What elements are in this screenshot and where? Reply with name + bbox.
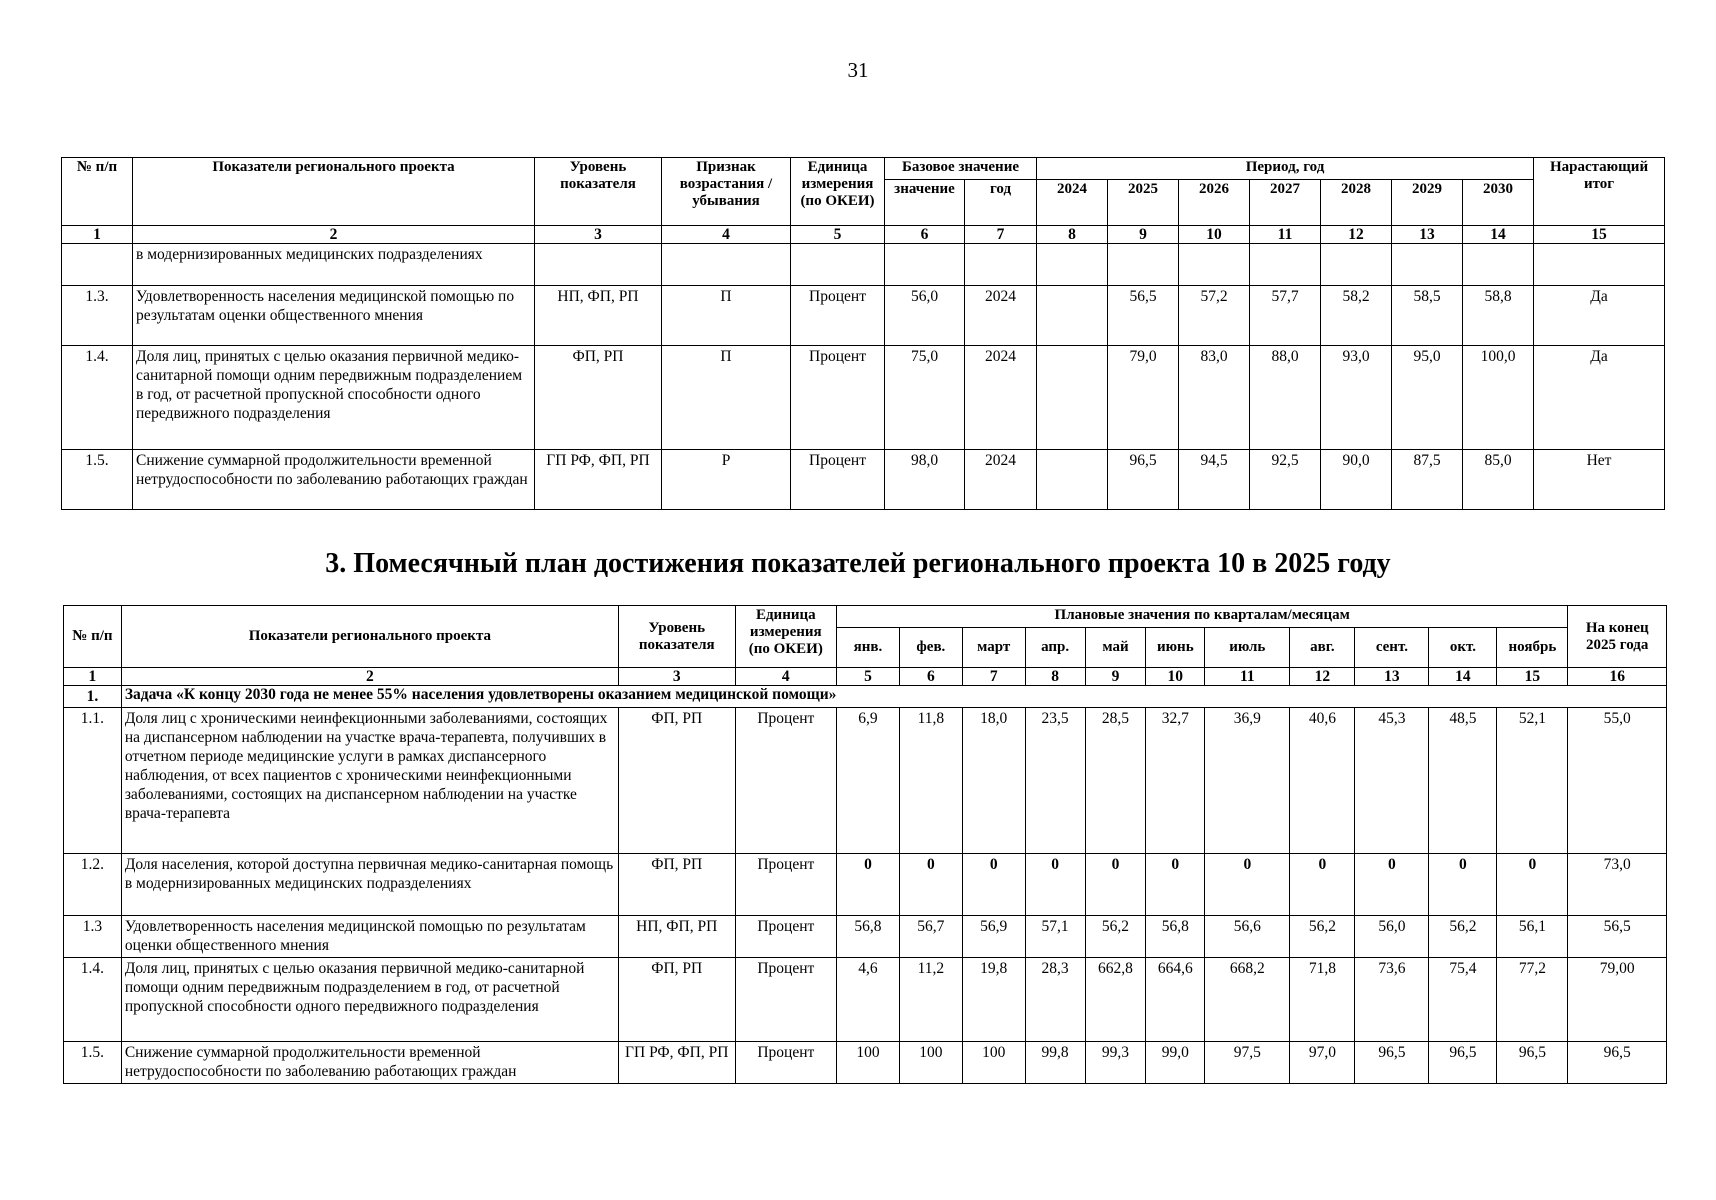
col-number: 13 xyxy=(1355,668,1429,686)
col-number: 10 xyxy=(1146,668,1205,686)
table-row xyxy=(64,854,1667,916)
task-text: Задача «К концу 2030 года не менее 55% населения удовлетворены оказанием медицинской помощи» xyxy=(121,686,1666,708)
row-num: 1.3 xyxy=(64,916,122,958)
row-value: 56,8 xyxy=(1146,916,1205,958)
row-value: 92,5 xyxy=(1250,450,1321,510)
header-unit: Единица измерения (по ОКЕИ) xyxy=(791,158,885,226)
col-number: 7 xyxy=(965,226,1037,244)
col-number: 1 xyxy=(62,226,133,244)
row-base-year: 2024 xyxy=(965,286,1037,346)
col-number: 15 xyxy=(1534,226,1665,244)
row-level: ФП, РП xyxy=(535,346,662,450)
row-value: 93,0 xyxy=(1321,346,1392,450)
col-number: 4 xyxy=(662,226,791,244)
row-year-end: 73,0 xyxy=(1568,854,1667,916)
row-year-end: 79,00 xyxy=(1568,958,1667,1042)
col-number: 10 xyxy=(1179,226,1250,244)
row-name: Удовлетворенность населения медицинской помощью по результатам оценки общественного мнения xyxy=(133,286,535,346)
row-value: 45,3 xyxy=(1355,708,1429,854)
header-year: 2029 xyxy=(1392,180,1463,226)
header-month: май xyxy=(1085,628,1146,668)
header-month: июль xyxy=(1205,628,1290,668)
col-number: 3 xyxy=(618,668,735,686)
row-sign: П xyxy=(662,286,791,346)
row-value: 19,8 xyxy=(962,958,1025,1042)
row-value: 56,2 xyxy=(1429,916,1497,958)
row-value: 99,8 xyxy=(1025,1042,1085,1084)
row-base-year: 2024 xyxy=(965,450,1037,510)
header-indicators: Показатели регионального проекта xyxy=(133,158,535,226)
row-value: 0 xyxy=(1290,854,1355,916)
row-value: 56,2 xyxy=(1085,916,1146,958)
row-name: Доля населения, которой доступна первичная медико-санитарная помощь в модернизированных медицинских подразделениях xyxy=(121,854,618,916)
col-number: 13 xyxy=(1392,226,1463,244)
header-month: окт. xyxy=(1429,628,1497,668)
row-base-value: 75,0 xyxy=(885,346,965,450)
row-value: 75,4 xyxy=(1429,958,1497,1042)
continuation-text: в модернизированных медицинских подразделениях xyxy=(133,244,535,286)
row-value: 0 xyxy=(1355,854,1429,916)
header-base: Базовое значение xyxy=(885,158,1037,180)
row-num: 1.3. xyxy=(62,286,133,346)
row-value: 0 xyxy=(1429,854,1497,916)
row-level: ФП, РП xyxy=(618,708,735,854)
header-year: 2024 xyxy=(1037,180,1108,226)
row-value: 0 xyxy=(899,854,962,916)
row-value: 97,0 xyxy=(1290,1042,1355,1084)
row-unit: Процент xyxy=(791,450,885,510)
header-num: № п/п xyxy=(64,606,122,668)
row-value: 88,0 xyxy=(1250,346,1321,450)
row-value: 57,1 xyxy=(1025,916,1085,958)
row-level: НП, ФП, РП xyxy=(535,286,662,346)
header-year: 2028 xyxy=(1321,180,1392,226)
row-value: 56,0 xyxy=(1355,916,1429,958)
header-year: 2030 xyxy=(1463,180,1534,226)
header-sign: Признак возрастания / убывания xyxy=(662,158,791,226)
col-number: 9 xyxy=(1108,226,1179,244)
row-value: 56,7 xyxy=(899,916,962,958)
header-indicators: Показатели регионального проекта xyxy=(121,606,618,668)
row-value: 28,3 xyxy=(1025,958,1085,1042)
row-year-end: 55,0 xyxy=(1568,708,1667,854)
row-value: 4,6 xyxy=(837,958,900,1042)
col-number: 6 xyxy=(899,668,962,686)
row-value: 23,5 xyxy=(1025,708,1085,854)
col-number: 4 xyxy=(735,668,836,686)
row-value: 662,8 xyxy=(1085,958,1146,1042)
col-number: 6 xyxy=(885,226,965,244)
row-value: 100 xyxy=(962,1042,1025,1084)
row-year-end: 56,5 xyxy=(1568,916,1667,958)
header-period: Период, год xyxy=(1037,158,1534,180)
header-month: янв. xyxy=(837,628,900,668)
row-value: 56,9 xyxy=(962,916,1025,958)
row-value: 56,5 xyxy=(1108,286,1179,346)
row-base-value: 98,0 xyxy=(885,450,965,510)
monthly-plan-table xyxy=(63,605,1667,1084)
row-level: ГП РФ, ФП, РП xyxy=(535,450,662,510)
table-row xyxy=(62,450,1665,510)
col-number: 2 xyxy=(133,226,535,244)
col-number: 12 xyxy=(1290,668,1355,686)
header-base-value: значение xyxy=(885,180,965,226)
row-value: 56,2 xyxy=(1290,916,1355,958)
header-year-end: На конец 2025 года xyxy=(1568,606,1667,668)
row-value: 99,3 xyxy=(1085,1042,1146,1084)
row-unit: Процент xyxy=(735,854,836,916)
row-value: 73,6 xyxy=(1355,958,1429,1042)
row-num: 1.5. xyxy=(62,450,133,510)
row-value: 58,8 xyxy=(1463,286,1534,346)
col-number: 8 xyxy=(1037,226,1108,244)
row-sign: Р xyxy=(662,450,791,510)
row-value: 100 xyxy=(837,1042,900,1084)
col-number: 3 xyxy=(535,226,662,244)
header-month: сент. xyxy=(1355,628,1429,668)
page-number: 31 xyxy=(847,58,869,82)
row-cumulative: Да xyxy=(1534,346,1665,450)
header-cumulative: Нарастающий итог xyxy=(1534,158,1665,226)
header-year: 2025 xyxy=(1108,180,1179,226)
row-unit: Процент xyxy=(735,916,836,958)
row-value: 0 xyxy=(1205,854,1290,916)
row-level: НП, ФП, РП xyxy=(618,916,735,958)
row-value: 77,2 xyxy=(1497,958,1568,1042)
col-number: 15 xyxy=(1497,668,1568,686)
row-unit: Процент xyxy=(735,708,836,854)
row-value: 0 xyxy=(1497,854,1568,916)
row-num: 1.5. xyxy=(64,1042,122,1084)
row-value: 0 xyxy=(1085,854,1146,916)
row-value: 83,0 xyxy=(1179,346,1250,450)
header-level: Уровень показателя xyxy=(535,158,662,226)
table-row xyxy=(62,286,1665,346)
table-row xyxy=(62,244,1665,286)
row-value: 58,2 xyxy=(1321,286,1392,346)
table-row xyxy=(64,958,1667,1042)
row-value: 96,5 xyxy=(1355,1042,1429,1084)
row-value: 0 xyxy=(1146,854,1205,916)
row-value: 90,0 xyxy=(1321,450,1392,510)
row-base-year: 2024 xyxy=(965,346,1037,450)
row-value: 6,9 xyxy=(837,708,900,854)
row-cumulative: Да xyxy=(1534,286,1665,346)
header-num: № п/п xyxy=(62,158,133,226)
row-unit: Процент xyxy=(791,346,885,450)
task-row xyxy=(64,686,1667,708)
header-month: март xyxy=(962,628,1025,668)
col-number: 9 xyxy=(1085,668,1146,686)
row-unit: Процент xyxy=(735,958,836,1042)
row-level: ФП, РП xyxy=(618,854,735,916)
header-year: 2027 xyxy=(1250,180,1321,226)
col-number: 16 xyxy=(1568,668,1667,686)
header-month: авг. xyxy=(1290,628,1355,668)
row-name: Снижение суммарной продолжительности временной нетрудоспособности по заболеванию работающих граждан xyxy=(121,1042,618,1084)
row-value: 668,2 xyxy=(1205,958,1290,1042)
row-num: 1.2. xyxy=(64,854,122,916)
row-value: 32,7 xyxy=(1146,708,1205,854)
table-row xyxy=(62,346,1665,450)
row-value: 0 xyxy=(962,854,1025,916)
table-row xyxy=(64,916,1667,958)
row-value: 48,5 xyxy=(1429,708,1497,854)
col-number: 5 xyxy=(837,668,900,686)
row-value xyxy=(1037,346,1108,450)
row-value: 95,0 xyxy=(1392,346,1463,450)
header-base-year: год xyxy=(965,180,1037,226)
row-base-value: 56,0 xyxy=(885,286,965,346)
table-row xyxy=(64,1042,1667,1084)
row-num: 1.1. xyxy=(64,708,122,854)
row-value: 52,1 xyxy=(1497,708,1568,854)
row-name: Удовлетворенность населения медицинской помощью по результатам оценки общественного мнения xyxy=(121,916,618,958)
row-num: 1.4. xyxy=(62,346,133,450)
header-planned: Плановые значения по кварталам/месяцам xyxy=(837,606,1568,628)
row-value: 87,5 xyxy=(1392,450,1463,510)
indicators-table xyxy=(61,157,1665,510)
header-level: Уровень показателя xyxy=(618,606,735,668)
row-value: 28,5 xyxy=(1085,708,1146,854)
section-title: 3. Помесячный план достижения показателей регионального проекта 10 в 2025 году xyxy=(325,548,1391,579)
row-value: 58,5 xyxy=(1392,286,1463,346)
col-number: 2 xyxy=(121,668,618,686)
header-month: ноябрь xyxy=(1497,628,1568,668)
row-value xyxy=(1037,450,1108,510)
col-number: 8 xyxy=(1025,668,1085,686)
row-value: 97,5 xyxy=(1205,1042,1290,1084)
row-value: 100 xyxy=(899,1042,962,1084)
row-value: 96,5 xyxy=(1429,1042,1497,1084)
row-value: 56,8 xyxy=(837,916,900,958)
row-value: 36,9 xyxy=(1205,708,1290,854)
row-unit: Процент xyxy=(791,286,885,346)
row-name: Доля лиц, принятых с целью оказания первичной медико-санитарной помощи одним передвижным подразделением в год, от расчетной пропускной способности одного передвижного подразделения xyxy=(121,958,618,1042)
row-level: ГП РФ, ФП, РП xyxy=(618,1042,735,1084)
col-number: 1 xyxy=(64,668,122,686)
row-value: 11,2 xyxy=(899,958,962,1042)
row-value xyxy=(1037,286,1108,346)
col-number: 12 xyxy=(1321,226,1392,244)
row-unit: Процент xyxy=(735,1042,836,1084)
col-number: 14 xyxy=(1429,668,1497,686)
row-value: 11,8 xyxy=(899,708,962,854)
col-number: 7 xyxy=(962,668,1025,686)
row-name: Снижение суммарной продолжительности временной нетрудоспособности по заболеванию работающих граждан xyxy=(133,450,535,510)
row-value: 99,0 xyxy=(1146,1042,1205,1084)
row-value: 100,0 xyxy=(1463,346,1534,450)
col-number: 11 xyxy=(1250,226,1321,244)
row-level: ФП, РП xyxy=(618,958,735,1042)
header-year: 2026 xyxy=(1179,180,1250,226)
table-row xyxy=(64,708,1667,854)
row-cumulative: Нет xyxy=(1534,450,1665,510)
header-month: фев. xyxy=(899,628,962,668)
row-value: 79,0 xyxy=(1108,346,1179,450)
task-num: 1. xyxy=(64,686,122,708)
row-num: 1.4. xyxy=(64,958,122,1042)
row-value: 57,2 xyxy=(1179,286,1250,346)
row-value: 18,0 xyxy=(962,708,1025,854)
row-sign: П xyxy=(662,346,791,450)
row-value: 40,6 xyxy=(1290,708,1355,854)
row-value: 0 xyxy=(837,854,900,916)
header-unit: Единица измерения (по ОКЕИ) xyxy=(735,606,836,668)
row-value: 71,8 xyxy=(1290,958,1355,1042)
row-value: 85,0 xyxy=(1463,450,1534,510)
row-value: 664,6 xyxy=(1146,958,1205,1042)
col-number: 5 xyxy=(791,226,885,244)
row-value: 94,5 xyxy=(1179,450,1250,510)
row-value: 0 xyxy=(1025,854,1085,916)
row-value: 96,5 xyxy=(1108,450,1179,510)
col-number: 14 xyxy=(1463,226,1534,244)
row-value: 57,7 xyxy=(1250,286,1321,346)
row-name: Доля лиц, принятых с целью оказания первичной медико-санитарной помощи одним передвижным подразделением в год, от расчетной пропускной способности одного передвижного подразделения xyxy=(133,346,535,450)
row-value: 56,1 xyxy=(1497,916,1568,958)
header-month: апр. xyxy=(1025,628,1085,668)
header-month: июнь xyxy=(1146,628,1205,668)
row-year-end: 96,5 xyxy=(1568,1042,1667,1084)
row-name: Доля лиц с хроническими неинфекционными заболеваниями, состоящих на диспансерном наблюдении на участке врача-терапевта, получивших в отчетном периоде медицинские услуги в рамках диспансерного наблюдения, от всех пациентов с хроническими неинфекционными заболеваниями, состоящих на диспансерном наблюдении на участке врача-терапевта xyxy=(121,708,618,854)
row-value: 96,5 xyxy=(1497,1042,1568,1084)
row-value: 56,6 xyxy=(1205,916,1290,958)
col-number: 11 xyxy=(1205,668,1290,686)
